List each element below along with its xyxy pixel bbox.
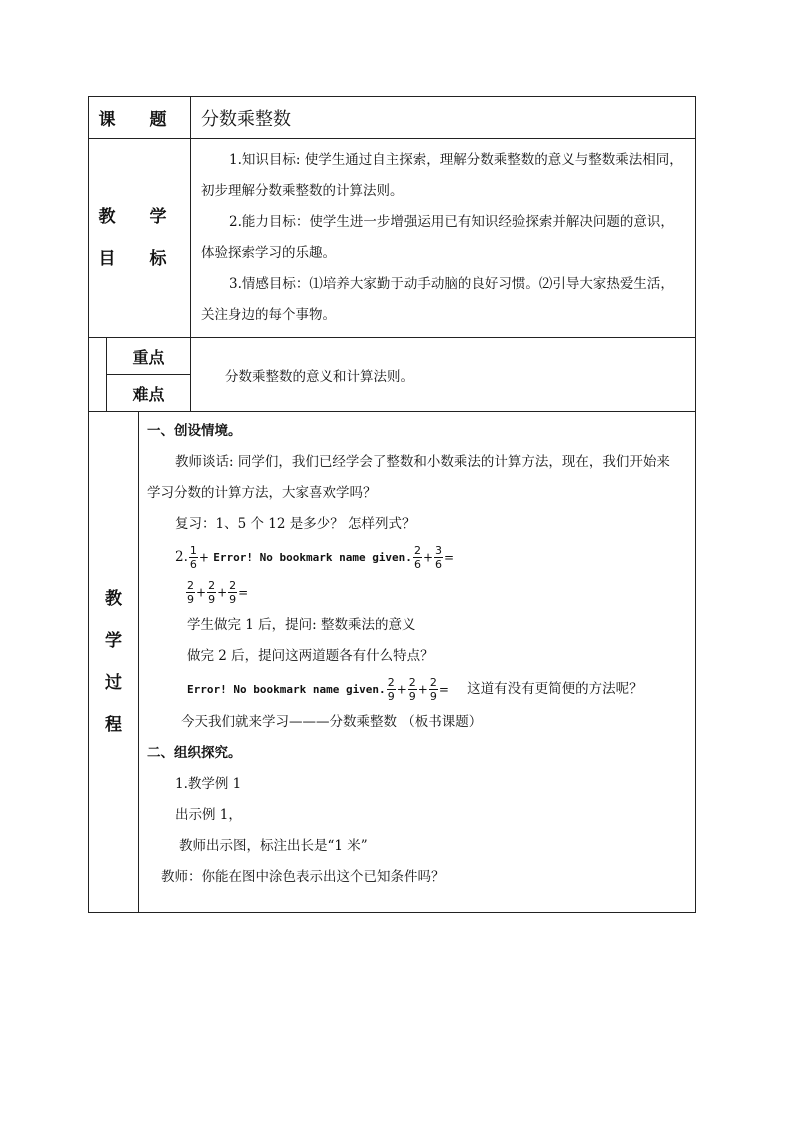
- process-content: [139, 412, 696, 913]
- lesson-plan-table: [88, 96, 696, 913]
- fraction: $\frac{2}{9}$: [429, 675, 437, 703]
- goal-item: 3.情感目标：⑴培养大家勤于动手动脑的良好习惯。⑵引导大家热爱生活，关注身边的每个事物。: [201, 276, 674, 323]
- fraction: $\frac{3}{6}$: [435, 544, 442, 571]
- fraction: $\frac{2}{9}$: [208, 579, 216, 606]
- equals-sign: =: [438, 682, 449, 696]
- section-title: 二、组织探究。: [147, 744, 242, 761]
- fraction: $\frac{2}{9}$: [387, 675, 395, 703]
- topic-value: 分数乘整数: [191, 97, 696, 139]
- key-points-spacer: [89, 338, 107, 412]
- plus-sign: +: [198, 550, 209, 565]
- simpler-question: 这道有没有更简便的方法呢？: [467, 680, 643, 697]
- plus-sign: +: [417, 682, 428, 696]
- today-topic: 今天我们就来学习———分数乘整数 （板书课题）: [181, 713, 483, 730]
- intro-line: 教师谈话: 同学们，我们已经学会了整数和小数乘法的计算方法，现在，我们开始来: [175, 454, 670, 470]
- difficulty-label: 难点: [107, 375, 191, 412]
- example-title: 1.教学例 1: [175, 775, 242, 792]
- fraction: $\frac{2}{9}$: [408, 675, 416, 703]
- process-label-char: 学: [105, 631, 122, 651]
- equals-sign: =: [238, 585, 249, 600]
- goal-item: 1.知识目标: 使学生通过自主探索，理解分数乘整数的意义与整数乘法相同，初步理解分数乘整数的计算法则。: [201, 152, 683, 199]
- goals-label-line2: 目 标: [98, 249, 181, 269]
- focus-label: 重点: [107, 338, 191, 375]
- fraction: $\frac{2}{6}$: [413, 544, 421, 571]
- process-label-char: 程: [105, 715, 122, 735]
- section-title: 一、创设情境。: [147, 423, 242, 439]
- goals-label-line1: 教 学: [98, 207, 181, 227]
- teacher-shows: 教师出示图，标注出长是“1 米”: [179, 837, 368, 854]
- ninths-sum-line: [147, 575, 689, 610]
- fraction: $\frac{1}{6}$: [189, 544, 197, 571]
- after-question-1: 学生做完 1 后，提问: 整数乘法的意义: [187, 616, 416, 633]
- intro-line: 学习分数的计算方法，大家喜欢学吗？: [147, 485, 377, 501]
- review-question: 复习：1、5 个 12 是多少？ 怎样列式？: [175, 516, 416, 532]
- simpler-method-line: [147, 672, 689, 707]
- process-row: [89, 412, 696, 913]
- plus-sign: +: [196, 585, 207, 600]
- plus-sign: +: [422, 550, 433, 565]
- topic-row: [89, 97, 696, 139]
- topic-label: 课 题: [89, 97, 191, 139]
- error-text: Error! No bookmark name given.: [213, 551, 412, 564]
- error-text: Error! No bookmark name given.: [187, 682, 386, 696]
- fraction: $\frac{2}{9}$: [229, 579, 237, 606]
- teacher-question: 教师：你能在图中涂色表示出这个已知条件吗？: [161, 868, 445, 885]
- after-question-2: 做完 2 后，提问这两道题各有什么特点？: [187, 647, 434, 664]
- goals-content: [191, 139, 696, 338]
- goals-label: [89, 139, 191, 338]
- show-example: 出示例 1，: [175, 806, 242, 823]
- plus-sign: +: [396, 682, 407, 696]
- question-2-prefix: 2.: [175, 549, 188, 565]
- goal-item: 2.能力目标：使学生进一步增强运用已有知识经验探索并解决问题的意识，体验探索学习的乐趣。: [201, 214, 674, 261]
- process-label-char: 过: [105, 673, 122, 693]
- question-2-line: [147, 540, 689, 575]
- key-points-text: 分数乘整数的意义和计算法则。: [191, 338, 696, 412]
- focus-row: [89, 338, 696, 375]
- goals-row: [89, 139, 696, 338]
- equals-sign: =: [444, 550, 455, 565]
- plus-sign: +: [217, 585, 228, 600]
- process-label-char: 教: [105, 589, 122, 609]
- fraction: $\frac{2}{9}$: [187, 579, 194, 606]
- process-label: [89, 412, 139, 913]
